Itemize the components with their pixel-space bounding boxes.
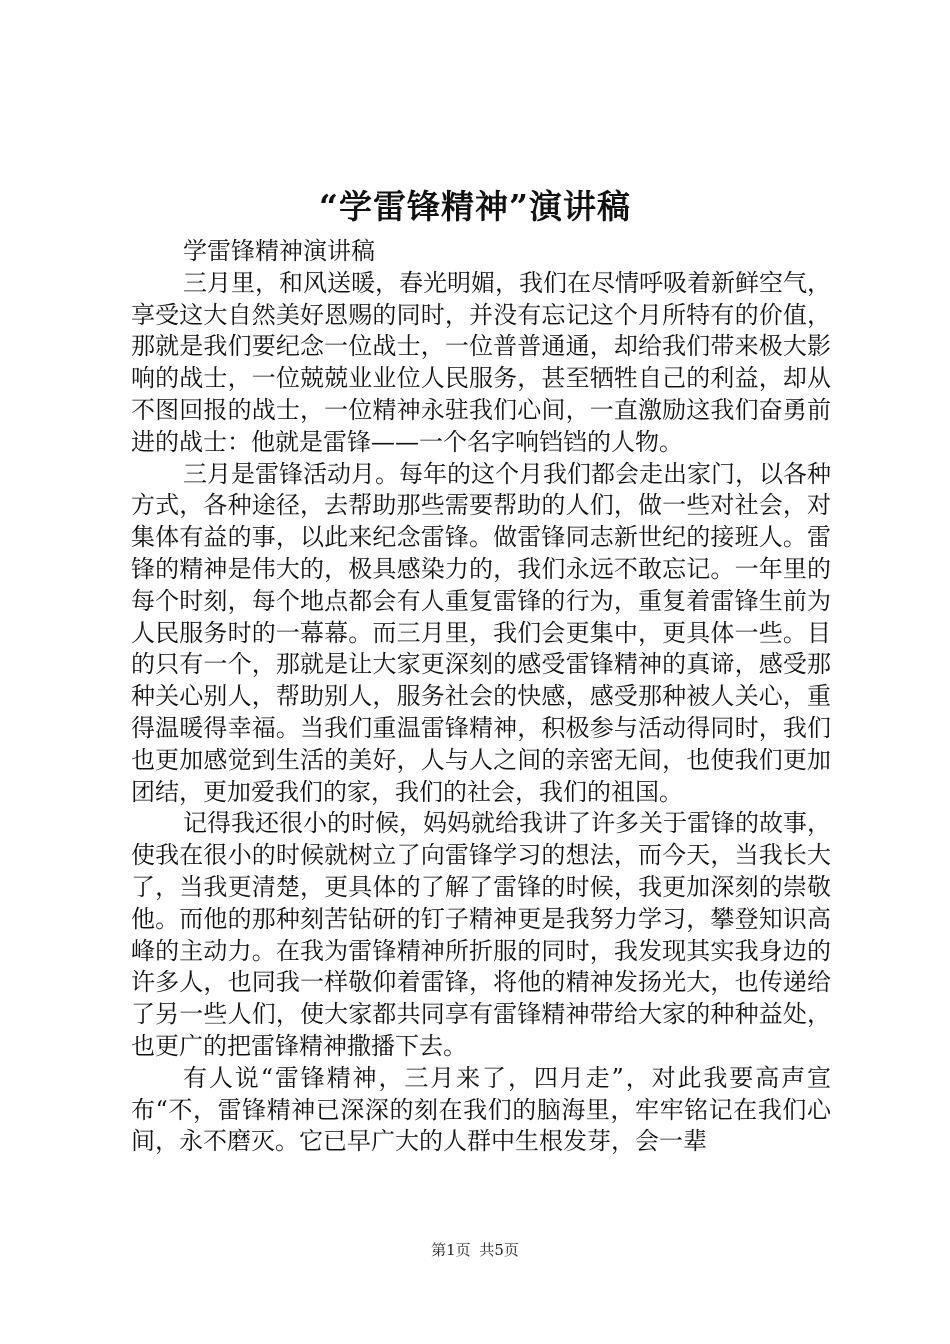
page-number: 第1页 xyxy=(431,1241,471,1259)
paragraph: 三月里，和风送暖，春光明媚，我们在尽情呼吸着新鲜空气，享受这大自然美好恩赐的同时，并没有忘记这个月所特有的价值，那就是我们要纪念一位战士，一位普普通通，却给我们带来极大影响的战士，一位兢兢业业位人民服务，甚至牺牲自己的利益，却从不图回报的战士，一位精神永驻我们心间，一直激励这我们奋勇前进的战士：他就是雷锋——一个名字响铛铛的人物。 xyxy=(131,268,831,456)
page-footer xyxy=(0,1238,950,1262)
document-body xyxy=(131,236,831,1158)
paragraph: 记得我还很小的时候，妈妈就给我讲了许多关于雷锋的故事，使我在很小的时候就树立了向雷锋学习的想法，而今天，当我长大了，当我更清楚，更具体的了解了雷锋的时候，我更加深刻的崇敬他。而他的那种刻苦钻研的钉子精神更是我努力学习，攀登知识高峰的主动力。在我为雷锋精神所折服的同时，我发现其实我身边的许多人，也同我一样敬仰着雷锋，将他的精神发扬光大，也传递给了另一些人们，使大家都共同享有雷锋精神带给大家的种种益处，也更广的把雷锋精神撒播下去。 xyxy=(131,809,831,1060)
paragraph: 三月是雷锋活动月。每年的这个月我们都会走出家门，以各种方式，各种途径，去帮助那些需要帮助的人们，做一些对社会，对集体有益的事，以此来纪念雷锋。做雷锋同志新世纪的接班人。雷锋的精神是伟大的，极具感染力的，我们永远不敢忘记。一年里的每个时刻，每个地点都会有人重复雷锋的行为，重复着雷锋生前为人民服务时的一幕幕。而三月里，我们会更集中，更具体一些。目的只有一个，那就是让大家更深刻的感受雷锋精神的真谛，感受那种关心别人，帮助别人，服务社会的快感，感受那种被人关心，重得温暖得幸福。当我们重温雷锋精神，积极参与活动得同时，我们也更加感觉到生活的美好，人与人之间的亲密无间，也使我们更加团结，更加爱我们的家，我们的社会，我们的祖国。 xyxy=(131,459,831,806)
paragraph: 有人说“雷锋精神，三月来了，四月走”，对此我要高声宣布“不，雷锋精神已深深的刻在我们的脑海里，牢牢铭记在我们心间，永不磨灭。它已早广大的人群中生根发芽，会一辈 xyxy=(131,1063,831,1156)
document-title: “学雷锋精神”演讲稿 xyxy=(319,187,631,226)
paragraph-subtitle: 学雷锋精神演讲稿 xyxy=(183,237,375,265)
page-total: 共5页 xyxy=(479,1241,519,1259)
